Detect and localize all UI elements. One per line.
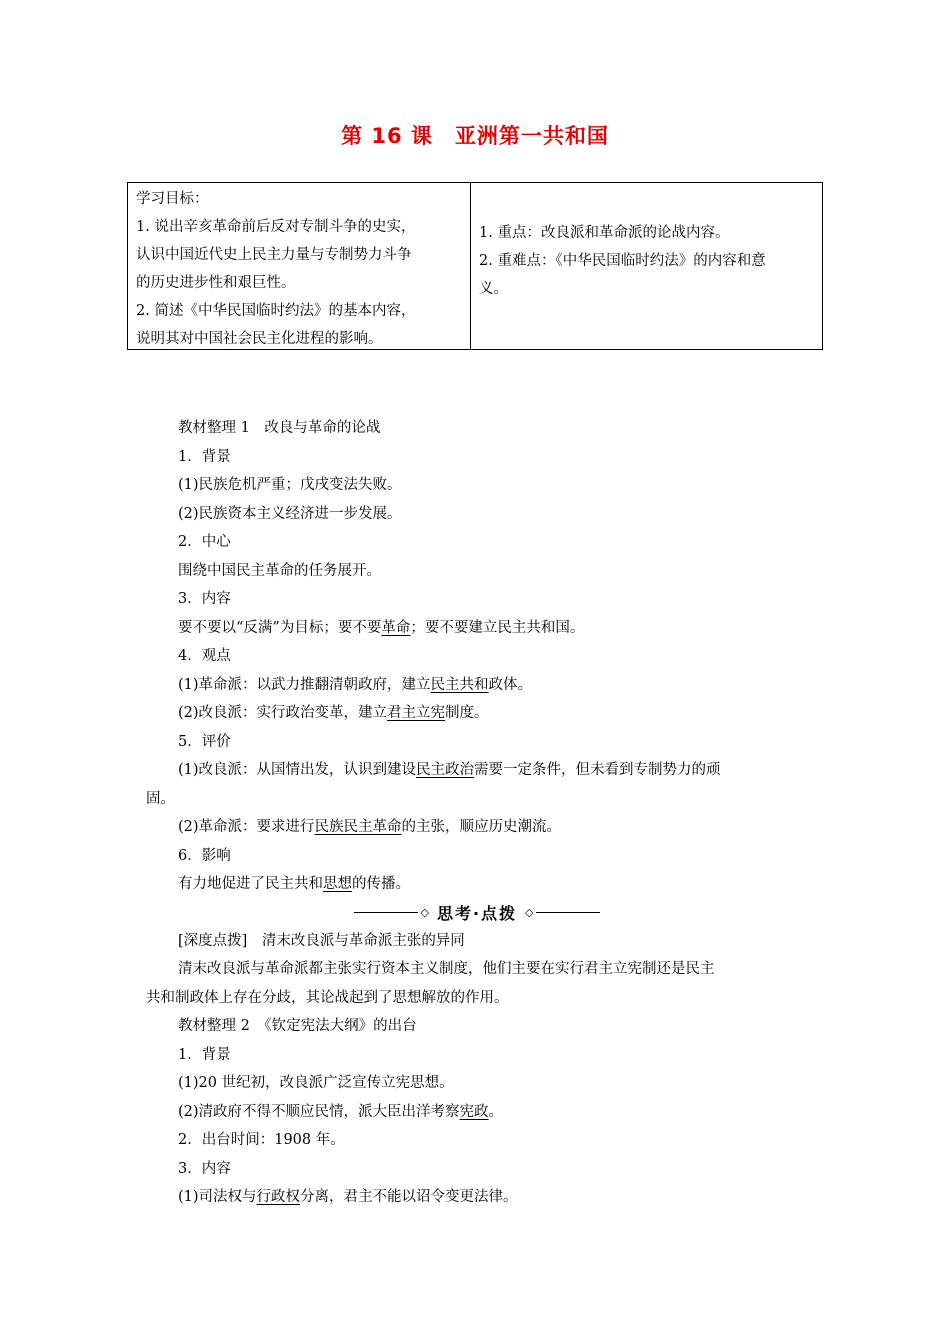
subsection-title: 1．背景 <box>178 448 231 465</box>
objectives-table <box>127 182 823 350</box>
text-line: (2)清政府不得不顺应民情，派大臣出洋考察宪政。 <box>178 1103 504 1120</box>
page-title: 第 16 课 亚洲第一共和国 <box>341 124 609 148</box>
blank-answer: 革命 <box>381 619 411 636</box>
text-line: 2．出台时间：1908 年。 <box>178 1132 345 1148</box>
objectives-left-line: 2. 简述《中华民国临时约法》的基本内容， <box>136 303 416 319</box>
text-line: (2)革命派：要求进行民族民主革命的主张，顺应历史潮流。 <box>178 819 562 835</box>
subsection-title: 3．内容 <box>178 591 231 607</box>
diamond-icon: ◇ <box>420 906 429 919</box>
subsection-title: 6．影响 <box>178 847 231 864</box>
text-line: 要不要以“反满”为目标；要不要革命；要不要建立民主共和国。 <box>178 619 585 636</box>
objectives-left-cell <box>128 183 471 349</box>
text-line: 清末改良派与革命派都主张实行资本主义制度，他们主要在实行君主立宪制还是民主 <box>178 961 715 977</box>
diamond-icon: ◇ <box>525 906 534 919</box>
objectives-right-line: 2. 重难点：《中华民国临时约法》的内容和意 <box>479 253 766 269</box>
objectives-right-cell <box>471 183 822 349</box>
objectives-left-line: 说明其对中国社会民主化进程的影响。 <box>136 331 383 347</box>
deep-heading: [深度点拨] 清末改良派与革命派主张的异同 <box>178 932 465 949</box>
text-line: 共和制政体上存在分歧，其论战起到了思想解放的作用。 <box>146 989 509 1006</box>
text-line: (2)民族资本主义经济进一步发展。 <box>178 505 402 522</box>
divider-label: 思考·点拨 <box>436 904 518 923</box>
divider-line <box>354 912 418 913</box>
blank-answer: 宪政 <box>459 1103 489 1120</box>
objectives-left-line: 认识中国近代史上民主力量与专制势力斗争 <box>136 247 412 263</box>
blank-answer: 思想 <box>323 876 352 892</box>
text-line: (1)司法权与行政权分离，君主不能以诏令变更法律。 <box>178 1189 518 1205</box>
text-line: (1)民族危机严重；戊戌变法失败。 <box>178 477 402 493</box>
objectives-left-line: 1. 说出辛亥革命前后反对专制斗争的史实， <box>136 219 416 235</box>
divider-line <box>536 912 600 913</box>
subsection-title: 3．内容 <box>178 1160 231 1177</box>
subsection-title: 1．背景 <box>178 1046 231 1063</box>
subsection-title: 4．观点 <box>178 648 231 664</box>
section-heading: 教材整理 1 改良与革命的论战 <box>178 420 381 436</box>
blank-answer: 行政权 <box>256 1189 301 1205</box>
objectives-left-line: 学习目标： <box>136 191 209 207</box>
subsection-title: 5．评价 <box>178 733 231 750</box>
text-line: (1)革命派：以武力推翻清朝政府，建立民主共和政体。 <box>178 676 533 693</box>
subsection-title: 2．中心 <box>178 534 231 550</box>
objectives-right-line: 1. 重点：改良派和革命派的论战内容。 <box>479 225 730 241</box>
objectives-right-line: 义。 <box>479 281 508 297</box>
blank-answer: 民主共和 <box>430 676 489 693</box>
text-line: (1)20 世纪初，改良派广泛宣传立宪思想。 <box>178 1075 454 1091</box>
text-line: (1)改良派：从国情出发，认识到建设民主政治需要一定条件，但未看到专制势力的顽 <box>178 762 721 778</box>
text-line: 有力地促进了民主共和思想的传播。 <box>178 876 410 892</box>
text-line: 固。 <box>146 790 175 807</box>
main-content <box>146 414 808 1212</box>
text-line: 围绕中国民主革命的任务展开。 <box>178 562 381 579</box>
blank-answer: 民族民主革命 <box>314 819 402 835</box>
objectives-left-line: 的历史进步性和艰巨性。 <box>136 275 296 291</box>
text-line: (2)改良派：实行政治变革，建立君主立宪制度。 <box>178 705 489 721</box>
section-heading: 教材整理 2 《钦定宪法大纲》的出台 <box>178 1018 417 1034</box>
blank-answer: 民主政治 <box>416 762 475 778</box>
think-divider <box>146 899 808 927</box>
blank-answer: 君主立宪 <box>387 705 446 721</box>
